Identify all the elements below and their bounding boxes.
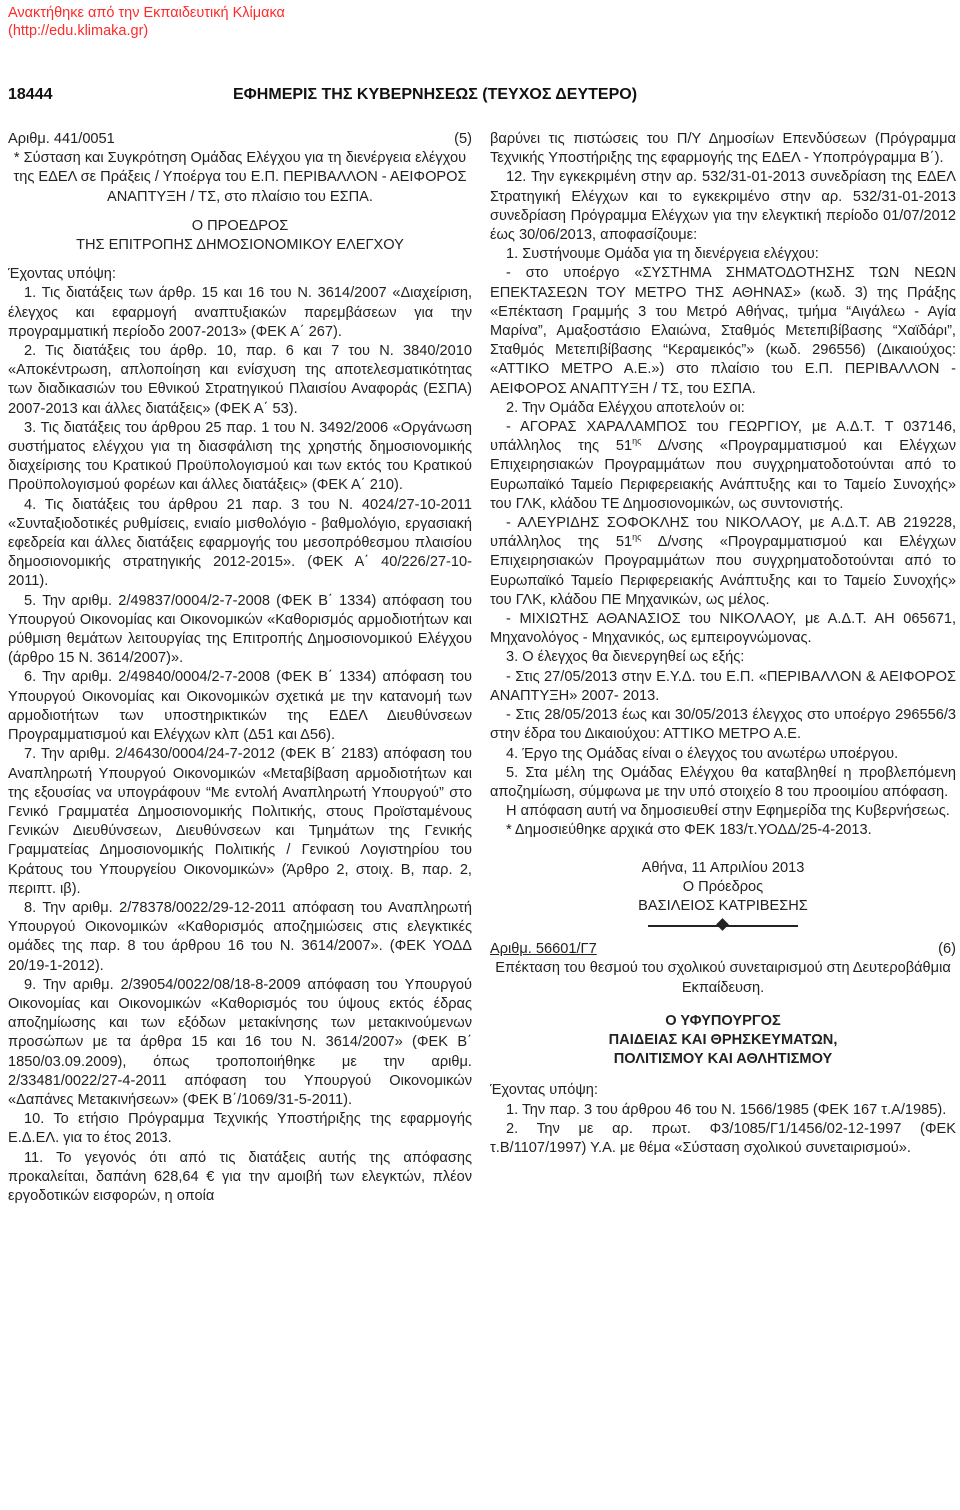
decision-number: Αριθμ. 56601/Γ7 xyxy=(490,941,597,958)
decision-item: 5. Στα μέλη της Ομάδας Ελέγχου θα καταβληθεί η προβλεπόμενη αποζημίωση, σύμφωνα με την υπό στοιχείο 8 του προοιμίου απόφαση. xyxy=(490,764,956,800)
minister-title: ΠΟΛΙΤΙΣΜΟΥ ΚΑΙ ΑΘΛΗΤΙΣΜΟΥ xyxy=(613,1051,833,1068)
decision-item: 2. Την Ομάδα Ελέγχου αποτελούν οι: xyxy=(506,399,745,416)
authority-body: ΤΗΣ ΕΠΙΤΡΟΠΗΣ ΔΗΜΟΣΙΟΝΟΜΙΚΟΥ ΕΛΕΓΧΟΥ xyxy=(76,237,404,254)
preamble-paragraph: 5. Την αριθμ. 2/49837/0004/2-7-2008 (ΦΕΚ Β΄ 1334) απόφαση του Υπουργού Οικονομίας και Οικονομικών «Καθορισμός αρμοδιοτήτων και ρύθμιση θεμάτων λειτουργίας της Επιτροπής Δημοσιονομικού Ελέγχου (άρθρο 15 Ν. 3614/2007)». xyxy=(8,592,472,667)
source-line-1: Ανακτήθηκε από την Εκπαιδευτική Κλίμακα xyxy=(8,5,285,21)
preamble-paragraph: 9. Την αριθμ. 2/39054/0022/08/18-8-2009 απόφαση του Υπουργού Οικονομίας και Οικονομικών «Καθορισμός του ύψους εκτός έδρας αποζημίωσης και των εξόδων μετακίνησης των μετακινούμενων προσώπων με τα άρθρα 15 και 16 του Ν. 3614/2007» (ΦΕΚ Β΄ 1850/03.09.2009), όπως τροποποιήθηκε με την αριθμ. 2/33481/0022/27-4-2011 απόφαση του Υπουργού Οικονομικών «Δαπάνες Μετακινήσεων» (ΦΕΚ Β΄/1069/31-5-2011). xyxy=(8,976,472,1108)
decision-item-body: - Στις 28/05/2013 έως και 30/05/2013 έλεγχος στο υποέργο 296556/3 στην έδρα του Δικαιούχου: ΑΤΤΙΚΟ ΜΕΤΡΟ Α.Ε. xyxy=(490,707,956,743)
page-number: 18444 xyxy=(8,86,53,103)
gazette-title: ΕΦΗΜΕΡΙΣ ΤΗΣ ΚΥΒΕΡΝΗΣΕΩΣ (ΤΕΥΧΟΣ ΔΕΥΤΕΡΟ) xyxy=(233,86,638,103)
publication-note: * Δημοσιεύθηκε αρχικά στο ΦΕΚ 183/τ.ΥΟΔΔ/25-4-2013. xyxy=(506,822,872,839)
section-divider xyxy=(648,918,798,934)
decision-heading xyxy=(8,130,472,149)
decision-index: (5) xyxy=(454,131,472,147)
preamble-paragraph: 6. Την αριθμ. 2/49840/0004/2-7-2008 (ΦΕΚ Β΄ 1334) απόφαση του Υπουργού Οικονομίας και Οικονομικών σχετικά με την κατανομή των αρμοδιοτήτων των υποστηρικτικών της ΕΔΕΛ Διευθύνσεων Προγραμματισμού και Ελέγχων κλπ (Δ51 και Δ56). xyxy=(8,669,472,744)
place-date: Αθήνα, 11 Απριλίου 2013 xyxy=(641,859,805,876)
left-column xyxy=(8,130,472,1206)
preamble-paragraph: 12. Την εγκεκριμένη στην αρ. 532/31-01-2013 συνεδρίαση της ΕΔΕΛ Στρατηγική Ελέγχων και το εγκεκριμένο στην αρ. 532/31-01-2013 συνεδρίαση Πρόγραμμα Ελέγχων για την ελεγκτική περίοδο 01/07/2012 έως 30/06/2013, αποφασίζουμε: xyxy=(490,169,956,244)
decision-index: (6) xyxy=(938,941,956,958)
having-regard-label: Έχοντας υπόψη: xyxy=(8,266,116,283)
signer-name: ΒΑΣΙΛΕΙΟΣ ΚΑΤΡΙΒΕΣΗΣ xyxy=(638,897,808,914)
decision-item: 3. Ο έλεγχος θα διενεργηθεί ως εξής: xyxy=(506,649,745,666)
team-member: - ΜΙΧΙΩΤΗΣ ΑΘΑΝΑΣΙΟΣ του ΝΙΚΟΛΑΟΥ, με Α.Δ.Τ. ΑΗ 065671, Μηχανολόγος - Μηχανικός, ως εμπειρογνώμονας. xyxy=(490,611,956,647)
having-regard-label: Έχοντας υπόψη: xyxy=(490,1082,598,1099)
decision-subject: * Σύσταση και Συγκρότηση Ομάδας Ελέγχου για τη διενέργεια ελέγχου της ΕΔΕΛ σε Πράξεις / Υποέργα του Ε.Π. ΠΕΡΙΒΑΛΛΟΝ - ΑΕΙΦΟΡΟΣ ΑΝΑΠΤΥΞΗ / ΤΣ, στο πλαίσιο του ΕΣΠΑ. xyxy=(13,150,467,205)
publication-clause: Η απόφαση αυτή να δημοσιευθεί στην Εφημερίδα της Κυβερνήσεως. xyxy=(506,803,950,820)
team-member: - ΑΛΕΥΡΙΔΗΣ ΣΟΦΟΚΛΗΣ του ΝΙΚΟΛΑΟΥ, με Α.Δ.Τ. ΑΒ 219228, υπάλληλος της $51^{\eta\varsigma}$ Δ/νσης «Προγραμματισμού και Ελέγχων Επιχειρησιακών Προγραμμάτων που συγχρηματοδοτούνται από το Ευρωπαϊκό Ταμείο Περιφερειακής Ανάπτυξης και το Ταμείο Συνοχής» του ΓΛΚ, κλάδου ΠΕ Μηχανικών, ως μέλος. xyxy=(490,515,956,608)
decision-heading xyxy=(490,940,956,959)
preamble-paragraph: 1. Την παρ. 3 του άρθρου 46 του Ν. 1566/1985 (ΦΕΚ 167 τ.Α/1985). xyxy=(506,1101,947,1118)
preamble-paragraph: 1. Τις διατάξεις των άρθρ. 15 και 16 του Ν. 3614/2007 «Διαχείριση, έλεγχος και εφαρμογή αναπτυξιακών παρεμβάσεων για την προγραμματική περίοδο 2007-2013» (ΦΕΚ Α΄ 267). xyxy=(8,285,472,340)
preamble-paragraph: 10. Το ετήσιο Πρόγραμμα Τεχνικής Υποστήριξης της εφαρμογής Ε.Δ.ΕΛ. για το έτος 2013. xyxy=(8,1111,472,1147)
preamble-paragraph: 8. Την αριθμ. 2/78378/0022/29-12-2011 απόφαση του Αναπληρωτή Υπουργού Οικονομικών «Καθορισμός αποζημιώσεις στις ελεγκτικές ομάδες της παρ. 8 του άρθρου 16 του Ν. 3614/2007». (ΦΕΚ ΥΟΔΔ 20/19-1-2012). xyxy=(8,899,472,974)
signer-role: Ο Πρόεδρος xyxy=(682,878,764,895)
decision-subject: Επέκταση του θεσμού του σχολικού συνεταιρισμού στη Δευτεροβάθμια Εκπαίδευση. xyxy=(495,960,951,996)
preamble-paragraph: 2. Τις διατάξεις του άρθρ. 10, παρ. 6 και 7 του Ν. 3840/2010 «Αποκέντρωση, απλοποίηση και ενίσχυση της αποτελεσματικότητας των διαδικασιών του Εθνικού Στρατηγικού Πλαισίου Αναφοράς (ΕΣΠΑ) 2007-2013 και άλλες διατάξεις» (ΦΕΚ Α΄ 53). xyxy=(8,343,472,417)
minister-title: ΠΑΙΔΕΙΑΣ ΚΑΙ ΘΡΗΣΚΕΥΜΑΤΩΝ, xyxy=(608,1031,838,1048)
decision-number: Αριθμ. 441/0051 xyxy=(8,131,115,147)
preamble-paragraph: 2. Την με αρ. πρωτ. Φ3/1085/Γ1/1456/02-12-1997 (ΦΕΚ τ.Β/1107/1997) Υ.Α. με θέμα «Σύσταση σχολικού συνεταιρισμού». xyxy=(490,1120,956,1156)
decision-item-body: - στο υποέργο «ΣΥΣΤΗΜΑ ΣΗΜΑΤΟΔΟΤΗΣΗΣ ΤΩΝ ΝΕΩΝ ΕΠΕΚΤΑΣΕΩΝ ΤΟΥ ΜΕΤΡΟ ΤΗΣ ΑΘΗΝΑΣ» (κωδ. 3) της Πράξης «Επέκταση Γραμμής 3 του Μετρό Αθήνας, τμήμα “Αιγάλεω - Αγία Μαρίνα”, Αμαξοστάσιο Ελαιώνα, Σταθμός Μετεπιβίβασης “Χαϊδάρι”, Σταθμός Μετεπιβίβασης “Κεραμεικός”» (κωδ. 296556) (Δικαιούχος: «ΑΤΤΙΚΟ ΜΕΤΡΟ Α.Ε.») στο πλαίσιο του Ε.Π. ΠΕΡΙΒΑΛΛΟΝ - ΑΕΙΦΟΡΟΣ ΑΝΑΠΤΥΞΗ / ΤΣ, του ΕΣΠΑ. xyxy=(490,265,956,397)
diamond-icon xyxy=(716,918,729,931)
preamble-paragraph: 11. Το γεγονός ότι από τις διατάξεις αυτής της απόφασης προκαλείται, δαπάνη 628,64 € για την αμοιβή των ελεγκτών, πλέον εργοδοτικών εισφορών, η οποία xyxy=(8,1149,472,1204)
decision-item-body: - Στις 27/05/2013 στην Ε.Υ.Δ. του Ε.Π. «ΠΕΡΙΒΑΛΛΟΝ & ΑΕΙΦΟΡΟΣ ΑΝΑΠΤΥΞΗ» 2007- 2013. xyxy=(490,668,956,704)
preamble-paragraph: 3. Τις διατάξεις του άρθρου 25 παρ. 1 του Ν. 3492/2006 «Οργάνωση συστήματος ελέγχου για τη διασφάλιση της χρηστής δημοσιονομικής διαχείρισης του Κρατικού Προϋπολογισμού και των εκτός του Κρατικού Προϋπολογισμού φορέων και άλλες διατάξεις» (ΦΕΚ Α΄ 210). xyxy=(8,419,472,494)
minister-title: Ο ΥΦΥΠΟΥΡΓΟΣ xyxy=(665,1012,781,1029)
right-column xyxy=(490,130,956,1158)
source-url[interactable]: (http://edu.klimaka.gr) xyxy=(8,23,149,39)
preamble-paragraph: 4. Τις διατάξεις του άρθρου 21 παρ. 3 του Ν. 4024/27-10-2011 «Συνταξιοδοτικές ρυθμίσεις, ενιαίο μισθολόγιο - βαθμολόγιο, εργασιακή εφεδρεία και άλλες διατάξεις εφαρμογής του μεσοπρόθεσμου πλαισίου δημοσιονομικής στρατηγικής 2012-2015». (ΦΕΚ Α΄ 40/226/27-10-2011). xyxy=(8,496,472,590)
team-member: - ΑΓΟΡΑΣ ΧΑΡΑΛΑΜΠΟΣ του ΓΕΩΡΓΙΟΥ, με Α.Δ.Τ. Τ 037146, υπάλληλος της $51^{\eta\varsigma}$ Δ/νσης «Προγραμματισμού και Ελέγχων Επιχειρησιακών Προγραμμάτων που συγχρηματοδοτούνται από το Ευρωπαϊκό Ταμείο Περιφερειακής Ανάπτυξης και το Ταμείο Συνοχής» του ΓΛΚ, κλάδου ΤΕ Δημοσιονομικών, ως συντονιστής. xyxy=(490,419,956,512)
preamble-paragraph: 7. Την αριθμ. 2/46430/0004/24-7-2012 (ΦΕΚ Β΄ 2183) απόφαση του Αναπληρωτή Υπουργού Οικονομικών «Μεταβίβαση αρμοδιοτήτων και της εξουσίας να υπογράφουν “Με εντολή Αναπληρωτή Υπουργού” στο Γενικό Γραμματέα Δημοσιονομικής Πολιτικής, στους Προϊσταμένους Γενικών Διευθύνσεων, Διευθύνσεων και Τμημάτων της Γενικής Γραμματείας Δημοσιονομικής Πολιτικής / Γενικού Λογιστηρίου του Κράτους του Υπουργείου Οικονομικών» (Άρθρο 2, στοιχ. Β, παρ. 2, περιπτ. ιβ). xyxy=(8,746,472,897)
authority-title: Ο ΠΡΟΕΔΡΟΣ xyxy=(191,217,289,234)
decision-item: 4. Έργο της Ομάδας είναι ο έλεγχος του ανωτέρω υποέργου. xyxy=(506,745,899,762)
continuation-text: βαρύνει τις πιστώσεις του Π/Υ Δημοσίων Επενδύσεων (Πρόγραμμα Τεχνικής Υποστήριξης της εφαρμογής της ΕΔΕΛ - Υποπρόγραμμα Β΄). xyxy=(490,131,956,167)
decision-item: 1. Συστήνουμε Ομάδα για τη διενέργεια ελέγχου: xyxy=(506,246,819,263)
source-attribution xyxy=(8,4,285,40)
